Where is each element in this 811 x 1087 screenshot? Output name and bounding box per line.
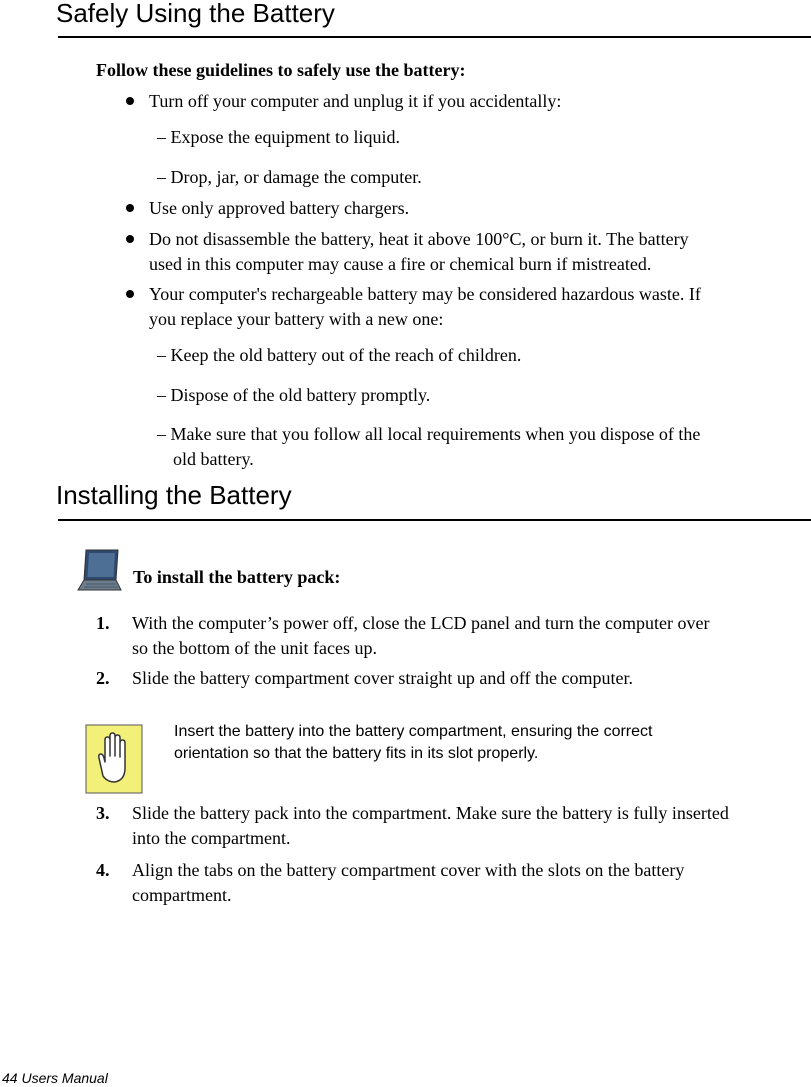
sub-item: – Keep the old battery out of the reach of children.: [157, 345, 522, 365]
procedure-title: To install the battery pack:: [133, 567, 341, 587]
bullet-item: Turn off your computer and unplug it if you accidentally:: [149, 91, 562, 111]
bullet-icon: [126, 290, 134, 298]
step-number: 2.: [96, 668, 110, 688]
guidelines-intro: Follow these guidelines to safely use the battery:: [96, 60, 466, 80]
step-text: Align the tabs on the battery compartment cover with the slots on the battery: [132, 860, 685, 880]
bullet-item: Do not disassemble the battery, heat it above 100°C, or burn it. The battery: [149, 229, 689, 249]
step-number: 1.: [96, 613, 110, 633]
step-text: With the computer’s power off, close the LCD panel and turn the computer over: [132, 613, 710, 633]
bullet-item: Your computer's rechargeable battery may be considered hazardous waste. If: [149, 284, 701, 304]
bullet-icon: [126, 204, 134, 212]
sub-item-continued: old battery.: [173, 449, 254, 469]
step-text: Slide the battery compartment cover straight up and off the computer.: [132, 668, 634, 688]
sub-item: – Expose the equipment to liquid.: [157, 127, 400, 147]
bullet-item-continued: you replace your battery with a new one:: [149, 309, 444, 329]
laptop-icon: [76, 548, 122, 594]
bullet-icon: [126, 97, 134, 105]
caution-note-continued: orientation so that the battery fits in its slot properly.: [174, 745, 539, 762]
caution-note: Insert the battery into the battery compartment, ensuring the correct: [174, 723, 653, 740]
sub-item: – Dispose of the old battery promptly.: [157, 385, 431, 405]
section-title-safely-using: Safely Using the Battery: [56, 0, 335, 28]
section-title-installing: Installing the Battery: [56, 480, 292, 510]
step-text-continued: so the bottom of the unit faces up.: [132, 638, 377, 658]
bullet-item-continued: used in this computer may cause a fire or chemical burn if mistreated.: [149, 254, 652, 274]
bullet-icon: [126, 235, 134, 243]
page-footer: 44 Users Manual: [2, 1070, 108, 1086]
step-number: 3.: [96, 803, 110, 823]
step-text: Slide the battery pack into the compartment. Make sure the battery is fully inserted: [132, 803, 729, 823]
hand-stop-icon: [85, 724, 143, 794]
section-rule: [58, 36, 811, 38]
sub-item: – Drop, jar, or damage the computer.: [157, 167, 422, 187]
step-number: 4.: [96, 860, 110, 880]
step-text-continued: compartment.: [132, 885, 232, 905]
section-rule: [58, 519, 811, 521]
bullet-item: Use only approved battery chargers.: [149, 198, 410, 218]
step-text-continued: into the compartment.: [132, 828, 291, 848]
sub-item: – Make sure that you follow all local requirements when you dispose of the: [157, 424, 701, 444]
